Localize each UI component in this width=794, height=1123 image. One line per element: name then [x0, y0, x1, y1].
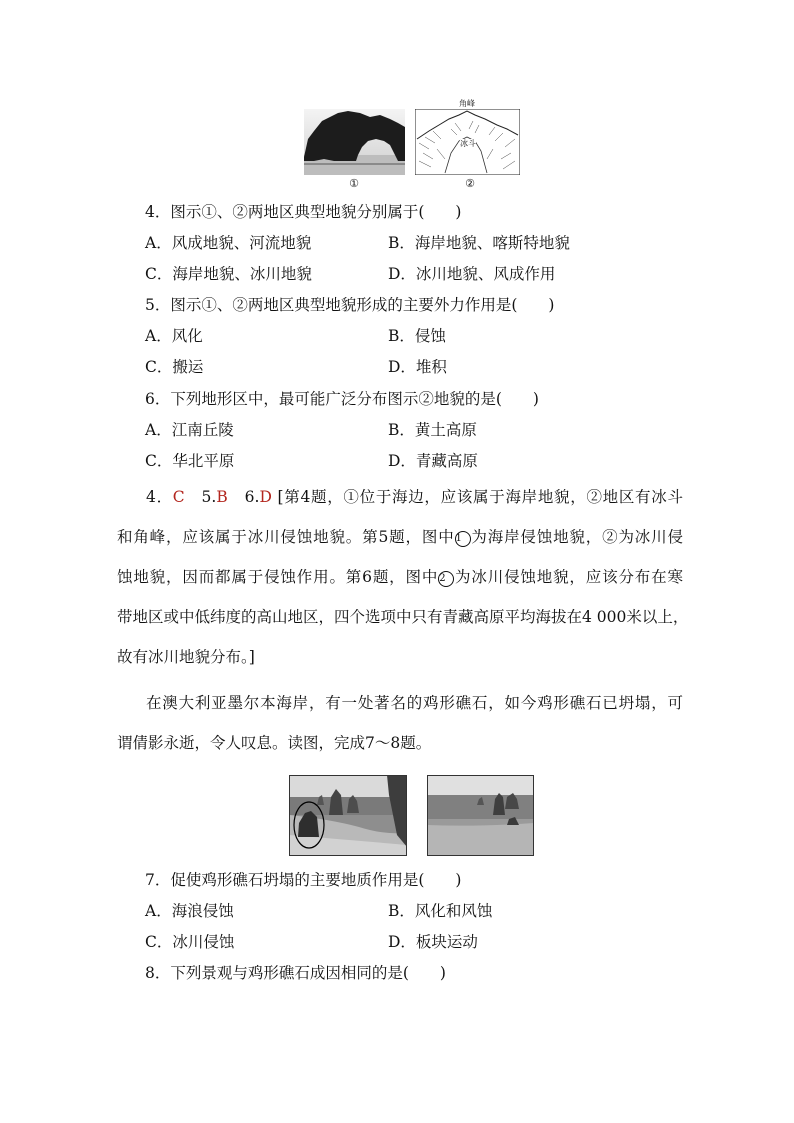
option-4b: B．海岸地貌、喀斯特地貌	[388, 234, 570, 252]
question-5: 5．图示①、②两地区典型地貌形成的主要外力作用是( )	[145, 296, 555, 314]
option-6a: A．江南丘陵	[145, 421, 234, 439]
rock-photo-after	[427, 775, 534, 856]
option-4d: D．冰川地貌、风成作用	[388, 265, 556, 283]
cirque-label: 冰斗	[460, 139, 476, 148]
answer-line-3: 蚀地貌，因而都属于侵蚀作用。第6题，图中2 为冰川侵蚀地貌，应该分布在寒	[117, 568, 683, 586]
figure-label-1: ①	[349, 177, 359, 190]
circled-number: 2	[438, 571, 454, 587]
option-4c: C．海岸地貌、冰川地貌	[145, 265, 312, 283]
answer-line-2: 和角峰，应该属于冰川侵蚀地貌。第5题，图中1 为海岸侵蚀地貌，②为冰川侵	[117, 528, 683, 546]
intro-paragraph	[117, 683, 683, 763]
question-4: 4．图示①、②两地区典型地貌分别属于( )	[145, 203, 462, 221]
intro-line-1: 在澳大利亚墨尔本海岸，有一处著名的鸡形礁石，如今鸡形礁石已坍塌，可	[146, 694, 683, 712]
sea-arch-photo	[304, 109, 405, 175]
intro-line-2: 谓倩影永逝，令人叹息。读图，完成7～8题。	[117, 734, 432, 752]
option-5d: D．堆积	[388, 358, 447, 376]
question-8: 8．下列景观与鸡形礁石成因相同的是( )	[145, 964, 446, 982]
option-6b: B．黄土高原	[388, 421, 477, 439]
option-5a: A．风化	[145, 327, 203, 345]
answer-6: D	[259, 488, 272, 506]
option-7d: D．板块运动	[388, 933, 478, 951]
option-7a: A．海浪侵蚀	[145, 902, 234, 920]
horn-label: 角峰	[459, 99, 475, 108]
option-6d: D．青藏高原	[388, 452, 478, 470]
answer-explanation	[117, 477, 689, 677]
option-5c: C．搬运	[145, 358, 204, 376]
option-7c: C．冰川侵蚀	[145, 933, 235, 951]
option-5b: B．侵蚀	[388, 327, 446, 345]
circled-number: 1	[455, 531, 471, 547]
answer-line-4: 带地区或中低纬度的高山地区，四个选项中只有青藏高原平均海拔在4 000米以上，	[117, 608, 689, 626]
question-6: 6．下列地形区中，最可能广泛分布图示②地貌的是( )	[145, 390, 539, 408]
answer-line-1: 4．C 5.B 6.D [第4题，①位于海边，应该属于海岸地貌，②地区有冰斗	[146, 488, 683, 506]
option-4a: A．风成地貌、河流地貌	[145, 234, 312, 252]
rock-photo-before	[289, 775, 407, 856]
option-7b: B．风化和风蚀	[388, 902, 493, 920]
answer-5: B	[216, 488, 228, 506]
option-6c: C．华北平原	[145, 452, 235, 470]
question-7: 7．促使鸡形礁石坍塌的主要地质作用是( )	[145, 871, 462, 889]
answer-4: C	[172, 488, 185, 506]
answer-line-5: 故有冰川地貌分布。]	[117, 648, 255, 666]
glacier-sketch	[415, 99, 520, 175]
figure-label-2: ②	[465, 177, 475, 190]
